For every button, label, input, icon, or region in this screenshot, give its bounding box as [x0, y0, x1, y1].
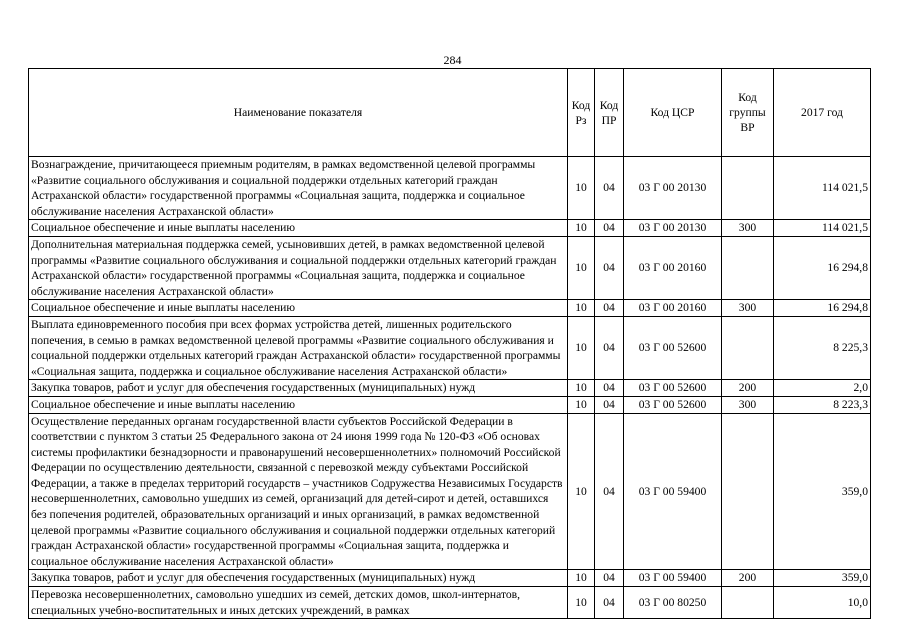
row-pr: 04: [595, 220, 624, 237]
row-name: Вознаграждение, причитающееся приемным родителям, в рамках ведомственной целевой программы «Развитие социального обслуживания и социальной поддержки отдельных категорий граждан Астраханской области» государственной программы «Социальная защита, поддержка и социальное обслуживание населения Астраханской области»: [29, 157, 568, 220]
row-csr: 03 Г 00 52600: [624, 316, 722, 379]
row-name: Осуществление переданных органам государственной власти субъектов Российской Федерации в соответствии с пунктом 3 статьи 25 Федерального закона от 24 июня 1999 года № 120-ФЗ «Об основах системы профилактики безнадзорности и правонарушений несовершеннолетних» полномочий Российской Федерации по осуществлению деятельности, связанной с перевозкой между субъектами Российской Федерации, а также в пределах территорий государств – участников Содружества Независимых Государств несовершеннолетних, самовольно ушедших из семей, организаций для детей-сирот и детей, оставшихся без попечения родителей, образовательных организаций и иных организаций, в рамках ведомственной целевой программы «Развитие социального обслуживания и социальной поддержки отдельных категорий граждан Астраханской области» государственной программы «Социальная защита, поддержка и социальное обслуживание населения Астраханской области»: [29, 413, 568, 570]
row-pr: 04: [595, 396, 624, 413]
row-vr: [722, 236, 774, 299]
row-rz: 10: [568, 300, 595, 317]
row-csr: 03 Г 00 20130: [624, 220, 722, 237]
header-pr: Код ПР: [595, 69, 624, 157]
header-vr: Код группы ВР: [722, 69, 774, 157]
row-pr: 04: [595, 587, 624, 619]
row-pr: 04: [595, 380, 624, 397]
row-amount: 10,0: [774, 587, 871, 619]
row-csr: 03 Г 00 59400: [624, 413, 722, 570]
row-rz: 10: [568, 587, 595, 619]
row-vr: 300: [722, 396, 774, 413]
row-amount: 359,0: [774, 570, 871, 587]
row-vr: [722, 316, 774, 379]
row-rz: 10: [568, 220, 595, 237]
row-pr: 04: [595, 413, 624, 570]
row-rz: 10: [568, 157, 595, 220]
row-pr: 04: [595, 300, 624, 317]
row-rz: 10: [568, 236, 595, 299]
row-amount: 8 223,3: [774, 396, 871, 413]
row-rz: 10: [568, 396, 595, 413]
row-csr: 03 Г 00 52600: [624, 396, 722, 413]
row-vr: 300: [722, 220, 774, 237]
header-rz: Код Рз: [568, 69, 595, 157]
table-row: [29, 570, 871, 587]
row-name: Дополнительная материальная поддержка семей, усыновивших детей, в рамках ведомственной целевой программы «Развитие социального обслуживания и социальной поддержки отдельных категорий граждан Астраханской области» государственной программы «Социальная защита, поддержка и социальное обслуживание населения Астраханской области»: [29, 236, 568, 299]
row-amount: 359,0: [774, 413, 871, 570]
row-rz: 10: [568, 570, 595, 587]
row-vr: [722, 157, 774, 220]
row-amount: 16 294,8: [774, 236, 871, 299]
table-row: [29, 157, 871, 220]
row-amount: 114 021,5: [774, 220, 871, 237]
header-name: Наименование показателя: [29, 69, 568, 157]
row-name: Выплата единовременного пособия при всех формах устройства детей, лишенных родительского попечения, в семью в рамках ведомственной целевой программы «Развитие социального обслуживания и социальной поддержки отдельных категорий граждан Астраханской области» государственной программы «Социальная защита, поддержка и социальное обслуживание населения Астраханской области»: [29, 316, 568, 379]
table-header-row: [29, 69, 871, 157]
row-pr: 04: [595, 236, 624, 299]
row-vr: [722, 587, 774, 619]
table-row: [29, 396, 871, 413]
row-name: Социальное обеспечение и иные выплаты населению: [29, 220, 568, 237]
row-amount: 8 225,3: [774, 316, 871, 379]
row-csr: 03 Г 00 80250: [624, 587, 722, 619]
table-row: [29, 220, 871, 237]
row-vr: 300: [722, 300, 774, 317]
page-number: 284: [443, 53, 462, 67]
table-row: [29, 300, 871, 317]
row-name: Социальное обеспечение и иные выплаты населению: [29, 300, 568, 317]
row-pr: 04: [595, 570, 624, 587]
row-csr: 03 Г 00 20160: [624, 236, 722, 299]
table-row: [29, 236, 871, 299]
table-row: [29, 380, 871, 397]
row-vr: 200: [722, 570, 774, 587]
table-row: [29, 316, 871, 379]
row-rz: 10: [568, 316, 595, 379]
row-amount: 2,0: [774, 380, 871, 397]
row-vr: 200: [722, 380, 774, 397]
row-name: Закупка товаров, работ и услуг для обеспечения государственных (муниципальных) нужд: [29, 380, 568, 397]
row-csr: 03 Г 00 20130: [624, 157, 722, 220]
row-rz: 10: [568, 380, 595, 397]
row-pr: 04: [595, 316, 624, 379]
row-amount: 16 294,8: [774, 300, 871, 317]
header-csr: Код ЦСР: [624, 69, 722, 157]
row-csr: 03 Г 00 59400: [624, 570, 722, 587]
budget-table: [28, 68, 871, 619]
table-row: [29, 587, 871, 619]
row-rz: 10: [568, 413, 595, 570]
row-vr: [722, 413, 774, 570]
row-name: Закупка товаров, работ и услуг для обеспечения государственных (муниципальных) нужд: [29, 570, 568, 587]
table-row: [29, 413, 871, 570]
row-name: Социальное обеспечение и иные выплаты населению: [29, 396, 568, 413]
header-year: 2017 год: [774, 69, 871, 157]
row-name: Перевозка несовершеннолетних, самовольно ушедших из семей, детских домов, школ-интернатов, специальных учебно-воспитательных и иных детских учреждений, в рамках: [29, 587, 568, 619]
row-csr: 03 Г 00 20160: [624, 300, 722, 317]
row-amount: 114 021,5: [774, 157, 871, 220]
row-csr: 03 Г 00 52600: [624, 380, 722, 397]
row-pr: 04: [595, 157, 624, 220]
